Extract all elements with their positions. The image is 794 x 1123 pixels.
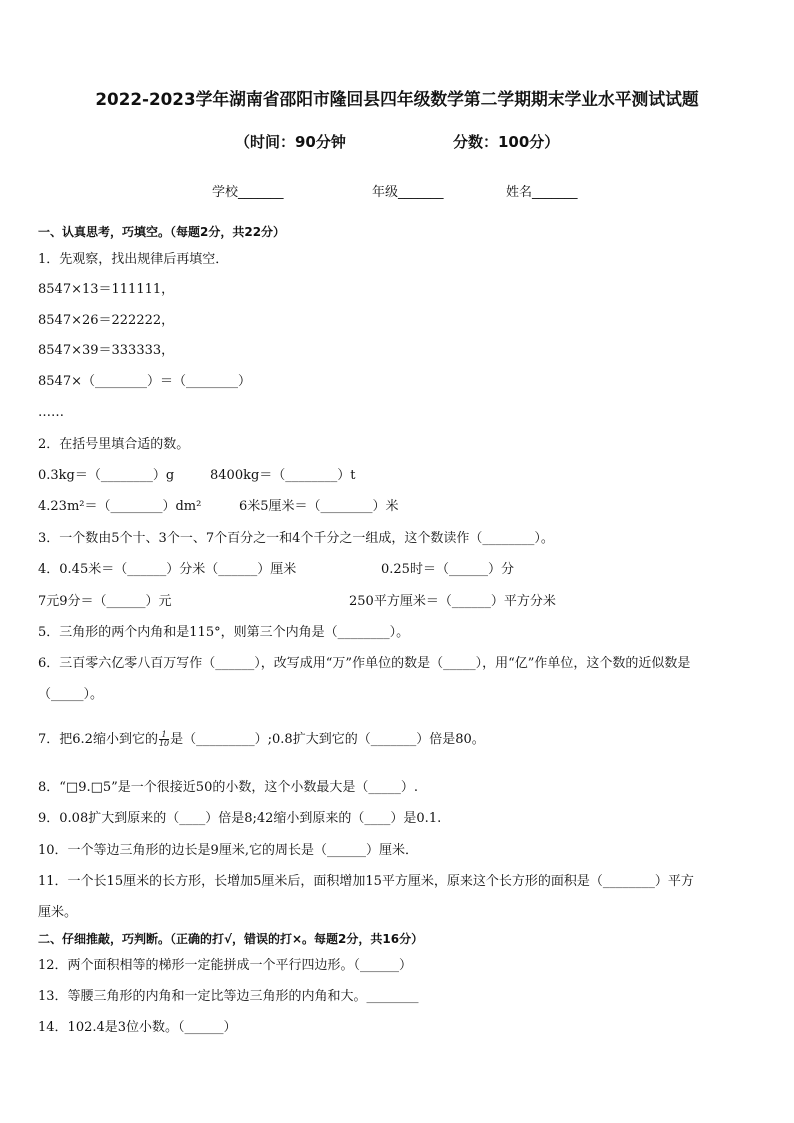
- section-2-heading: 二、仔细推敲，巧判断。（正确的打√，错误的打×。每题2分，共16分）: [38, 932, 424, 946]
- grade-field[interactable]: 年级_______: [372, 185, 444, 200]
- question-5: 5．三角形的两个内角和是115°，则第三个内角是（________）。: [38, 625, 410, 640]
- question-11-line-1: 11．一个长15厘米的长方形，长增加5厘米后，面积增加15平方厘米，原来这个长方形的面积是（________）平方: [38, 874, 694, 889]
- question-2-part-b: 8400kg＝（________）t: [210, 468, 356, 483]
- question-7-text-before: 7．把6.2缩小到它的: [38, 732, 158, 747]
- question-6-line-2: （_____）。: [38, 687, 104, 702]
- question-9: 9．0.08扩大到原来的（____）倍是8;42缩小到原来的（____）是0.1.: [38, 811, 442, 826]
- question-1-line-2: 8547×26＝222222，: [38, 313, 175, 328]
- question-11-line-2: 厘米。: [38, 905, 78, 920]
- question-1-ellipsis: ……: [38, 405, 64, 420]
- exam-time: （时间：90分钟: [235, 133, 346, 151]
- question-2-part-a: 0.3kg＝（________）g: [38, 468, 175, 483]
- question-4-part-a: 4．0.45米＝（______）分米（______）厘米: [38, 562, 297, 577]
- question-10: 10．一个等边三角形的边长是9厘米,它的周长是（______）厘米．: [38, 843, 418, 858]
- question-1-line-3: 8547×39＝333333，: [38, 343, 175, 358]
- question-7-fraction: [159, 731, 169, 748]
- question-3: 3．一个数由5个十、3个一、7个百分之一和4个千分之一组成，这个数读作（________）。: [38, 531, 554, 546]
- question-6-line-1: 6．三百零六亿零八百万写作（______），改写成用“万”作单位的数是（_____），用“亿”作单位，这个数的近似数是: [38, 656, 691, 671]
- question-7-text-after: 是（_________）;0.8扩大到它的（_______）倍是80。: [170, 732, 485, 747]
- question-1-line-4: 8547×（________）＝（________）: [38, 374, 251, 389]
- fraction-numerator: 1: [161, 730, 167, 739]
- question-2-part-d: 6米5厘米＝（________）米: [239, 499, 399, 514]
- question-2-part-c: 4.23m²＝（________）dm²: [38, 499, 202, 514]
- question-7: [38, 731, 485, 749]
- question-4-part-b: 0.25时＝（______）分: [381, 562, 514, 577]
- question-4-part-c: 7元9分＝（______）元: [38, 594, 172, 609]
- question-14: 14．102.4是3位小数。（______）: [38, 1020, 237, 1035]
- fraction-denominator: 10: [158, 739, 170, 748]
- question-1-stem: 1．先观察，找出规律后再填空．: [38, 252, 229, 267]
- question-13: 13．等腰三角形的内角和一定比等边三角形的内角和大。________: [38, 989, 419, 1004]
- question-1-line-1: 8547×13＝111111，: [38, 282, 175, 297]
- exam-score: 分数：100分）: [453, 133, 560, 151]
- exam-title: 2022-2023学年湖南省邵阳市隆回县四年级数学第二学期期末学业水平测试试题: [95, 89, 699, 109]
- question-2-stem: 2．在括号里填合适的数。: [38, 437, 190, 452]
- question-4-part-d: 250平方厘米＝（______）平方分米: [349, 594, 556, 609]
- question-8: 8．“□9.□5”是一个很接近50的小数，这个小数最大是（_____）.: [38, 780, 418, 795]
- name-field[interactable]: 姓名_______: [506, 185, 578, 200]
- school-field[interactable]: 学校_______: [212, 185, 284, 200]
- section-1-heading: 一、认真思考，巧填空。（每题2分，共22分）: [38, 225, 286, 239]
- question-12: 12．两个面积相等的梯形一定能拼成一个平行四边形。（______）: [38, 958, 413, 973]
